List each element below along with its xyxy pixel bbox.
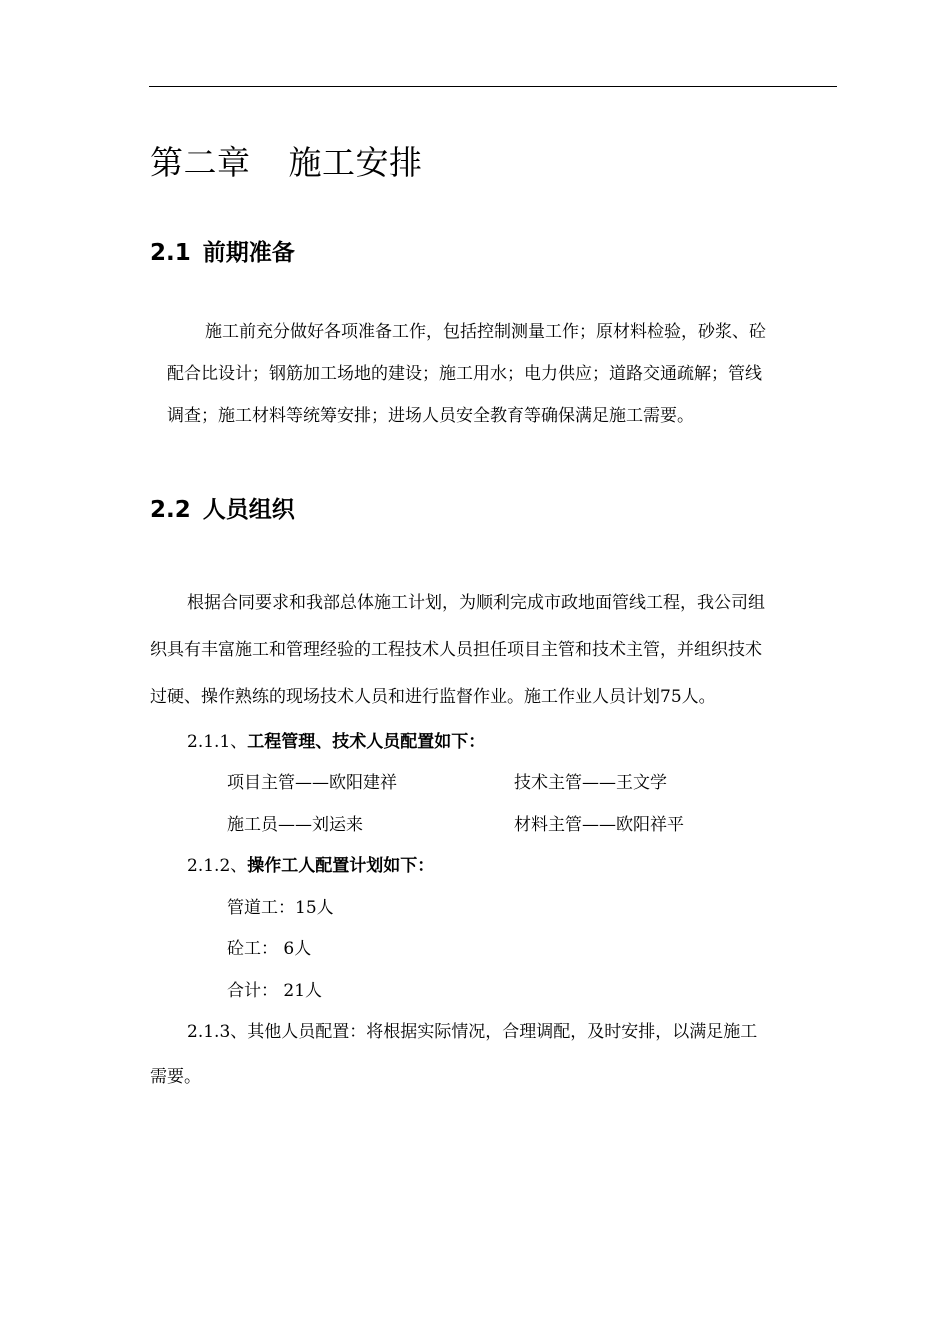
paragraph-line: 配合比设计；钢筋加工场地的建设；施工用水；电力供应；道路交通疏解；管线 [167, 364, 762, 384]
section-heading-2-2 [150, 495, 295, 525]
paragraph-line: 调查；施工材料等统筹安排；进场人员安全教育等确保满足施工需要。 [167, 406, 694, 426]
paragraph-line: 织具有丰富施工和管理经验的工程技术人员担任项目主管和技术主管，并组织技术 [150, 640, 762, 660]
chapter-title: 施工安排 [288, 143, 423, 182]
subsection-heading-2-1-1 [187, 730, 485, 754]
chapter-heading [150, 140, 423, 186]
paragraph-line: 施工前充分做好各项准备工作，包括控制测量工作；原材料检验，砂浆、砼 [205, 322, 766, 342]
staff-entry: 施工员——刘运来 [227, 815, 363, 835]
section-number: 2.1 [150, 240, 191, 266]
staff-entry: 技术主管——王文学 [514, 773, 667, 793]
subsection-number: 2.1.1、 [187, 732, 248, 752]
worker-entry: 合计： 21人 [227, 981, 323, 1001]
subsection-number: 2.1.2、 [187, 856, 248, 876]
worker-entry: 砼工： 6人 [227, 939, 312, 959]
paragraph-line: 需要。 [150, 1067, 201, 1087]
paragraph-line: 过硬、操作熟练的现场技术人员和进行监督作业。施工作业人员计划75人。 [150, 687, 716, 707]
section-heading-2-1 [150, 238, 295, 268]
staff-entry: 材料主管——欧阳祥平 [514, 815, 684, 835]
chapter-number: 第二章 [150, 143, 251, 182]
paragraph-line: 根据合同要求和我部总体施工计划，为顺利完成市政地面管线工程，我公司组 [187, 593, 765, 613]
header-rule [149, 86, 837, 87]
subsection-heading-2-1-2 [187, 854, 434, 878]
staff-entry: 项目主管——欧阳建祥 [227, 773, 397, 793]
worker-entry: 管道工：15人 [227, 898, 334, 918]
subsection-title: 操作工人配置计划如下： [247, 856, 435, 876]
paragraph-line: 2.1.3、其他人员配置：将根据实际情况，合理调配，及时安排，以满足施工 [187, 1022, 758, 1042]
section-title: 前期准备 [202, 240, 295, 266]
section-title: 人员组织 [202, 497, 295, 523]
subsection-title: 工程管理、技术人员配置如下： [247, 732, 486, 752]
section-number: 2.2 [150, 497, 191, 523]
